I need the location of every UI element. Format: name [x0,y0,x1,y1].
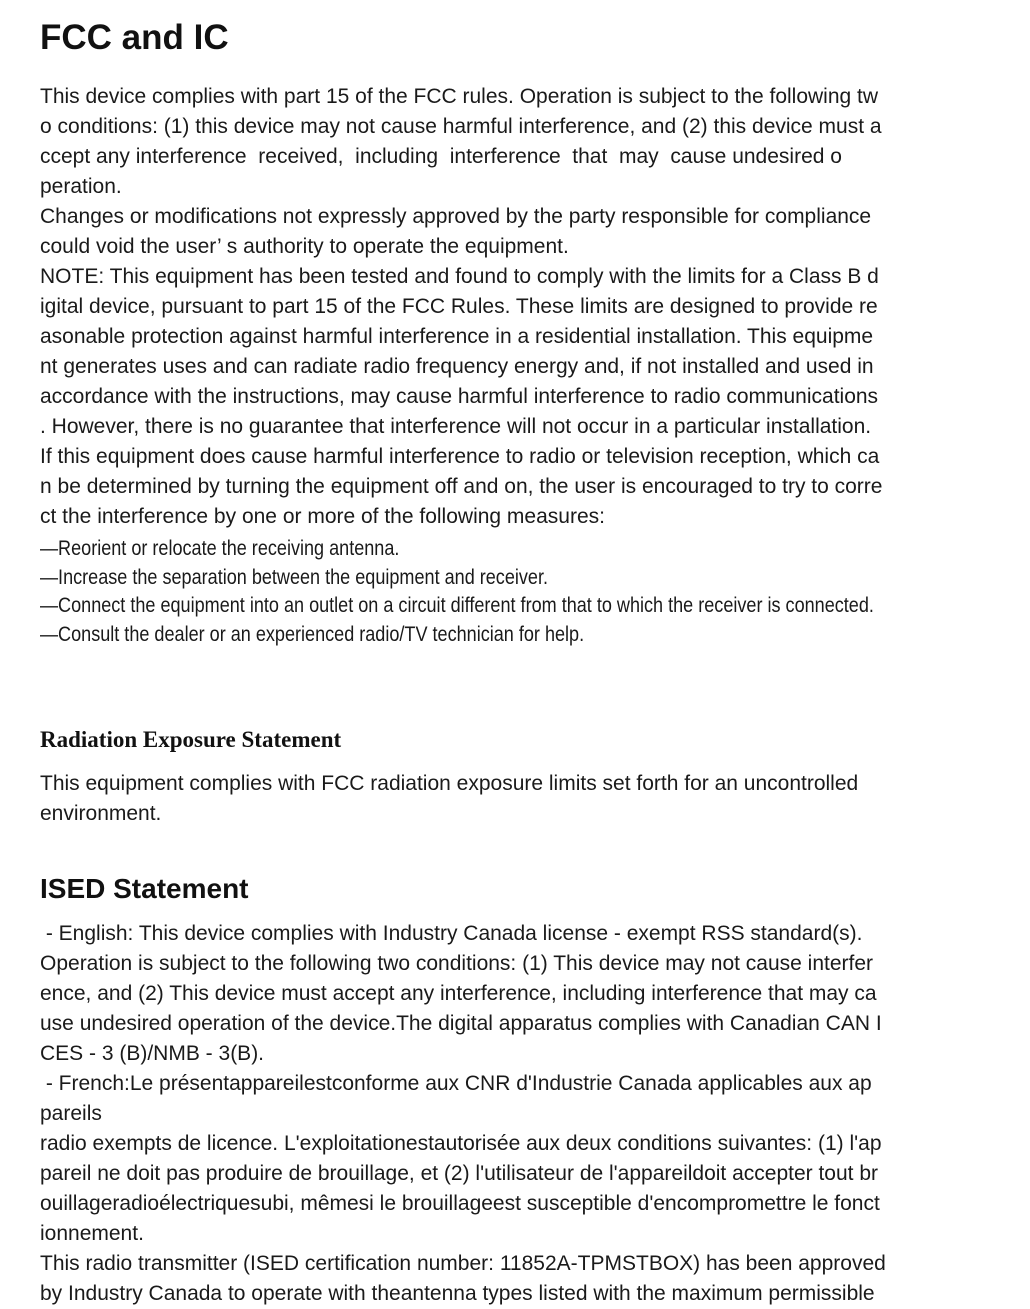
text-line: ct the interference by one or more of the following measures: [40,505,605,528]
text-line: ionnement. [40,1222,144,1245]
ised-heading: ISED Statement [40,873,249,904]
fcc-body [40,82,882,532]
text-line: —Consult the dealer or an experienced radio/TV technician for help. [40,622,585,646]
text-line: asonable protection against harmful interference in a residential installation. This equipme [40,325,874,348]
text-line: accordance with the instructions, may cause harmful interference to radio communications [40,385,879,408]
text-line: ence, and (2) This device must accept any interference, including interference that may ca [40,982,877,1005]
text-line: by Industry Canada to operate with theantenna types listed with the maximum permissible [40,1282,875,1305]
text-line: This equipment complies with FCC radiation exposure limits set forth for an uncontrolled [40,772,859,795]
text-line: pareil ne doit pas produire de brouillage, et (2) l'utilisateur de l'appareildoit accepter tout br [40,1162,879,1185]
text-line: peration. [40,175,122,198]
text-line: If this equipment does cause harmful interference to radio or television reception, which ca [40,445,880,468]
text-line: NOTE: This equipment has been tested and found to comply with the limits for a Class B d [40,265,879,288]
text-line: use undesired operation of the device.The digital apparatus complies with Canadian CAN I [40,1012,882,1035]
text-line: —Reorient or relocate the receiving antenna. [40,537,400,560]
text-line: This device complies with part 15 of the FCC rules. Operation is subject to the following tw [40,85,879,108]
text-line: . However, there is no guarantee that interference will not occur in a particular installation. [40,415,872,438]
text-line: This radio transmitter (ISED certification number: 11852A-TPMSTBOX) has been approved [40,1252,886,1275]
text-line: —Connect the equipment into an outlet on a circuit different from that to which the receiver is connected. [40,594,874,617]
text-line: Operation is subject to the following two conditions: (1) This device may not cause interfer [40,952,874,975]
text-line: environment. [40,802,162,825]
fcc-heading: FCC and IC [40,18,229,57]
text-line: - English: This device complies with Industry Canada license - exempt RSS standard(s). [40,922,863,945]
text-line: o conditions: (1) this device may not cause harmful interference, and (2) this device must a [40,115,882,138]
text-line: - French:Le présentappareilestconforme aux CNR d'Industrie Canada applicables aux ap [40,1072,872,1095]
text-line: pareils [40,1102,102,1125]
text-line: n be determined by turning the equipment off and on, the user is encouraged to try to corre [40,475,883,498]
text-line: nt generates uses and can radiate radio frequency energy and, if not installed and used in [40,355,874,378]
text-line: could void the user’ s authority to operate the equipment. [40,235,569,258]
fcc-measures-list [40,535,874,649]
text-line: radio exempts de licence. L'exploitationestautorisée aux deux conditions suivantes: (1) l'ap [40,1132,882,1155]
text-line: ccept any interference received, including interference that may cause undesired o [40,145,842,168]
text-line: igital device, pursuant to part 15 of the FCC Rules. These limits are designed to provide re [40,295,878,318]
radiation-body [40,769,858,829]
text-line: CES - 3 (B)/NMB - 3(B). [40,1042,265,1065]
text-line: ouillageradioélectriquesubi, mêmesi le brouillageest susceptible d'encompromettre le fonct [40,1192,880,1215]
ised-body [40,919,886,1309]
text-line: —Increase the separation between the equipment and receiver. [40,565,549,589]
text-line: Changes or modifications not expressly approved by the party responsible for compliance [40,205,872,228]
radiation-heading: Radiation Exposure Statement [40,727,342,752]
